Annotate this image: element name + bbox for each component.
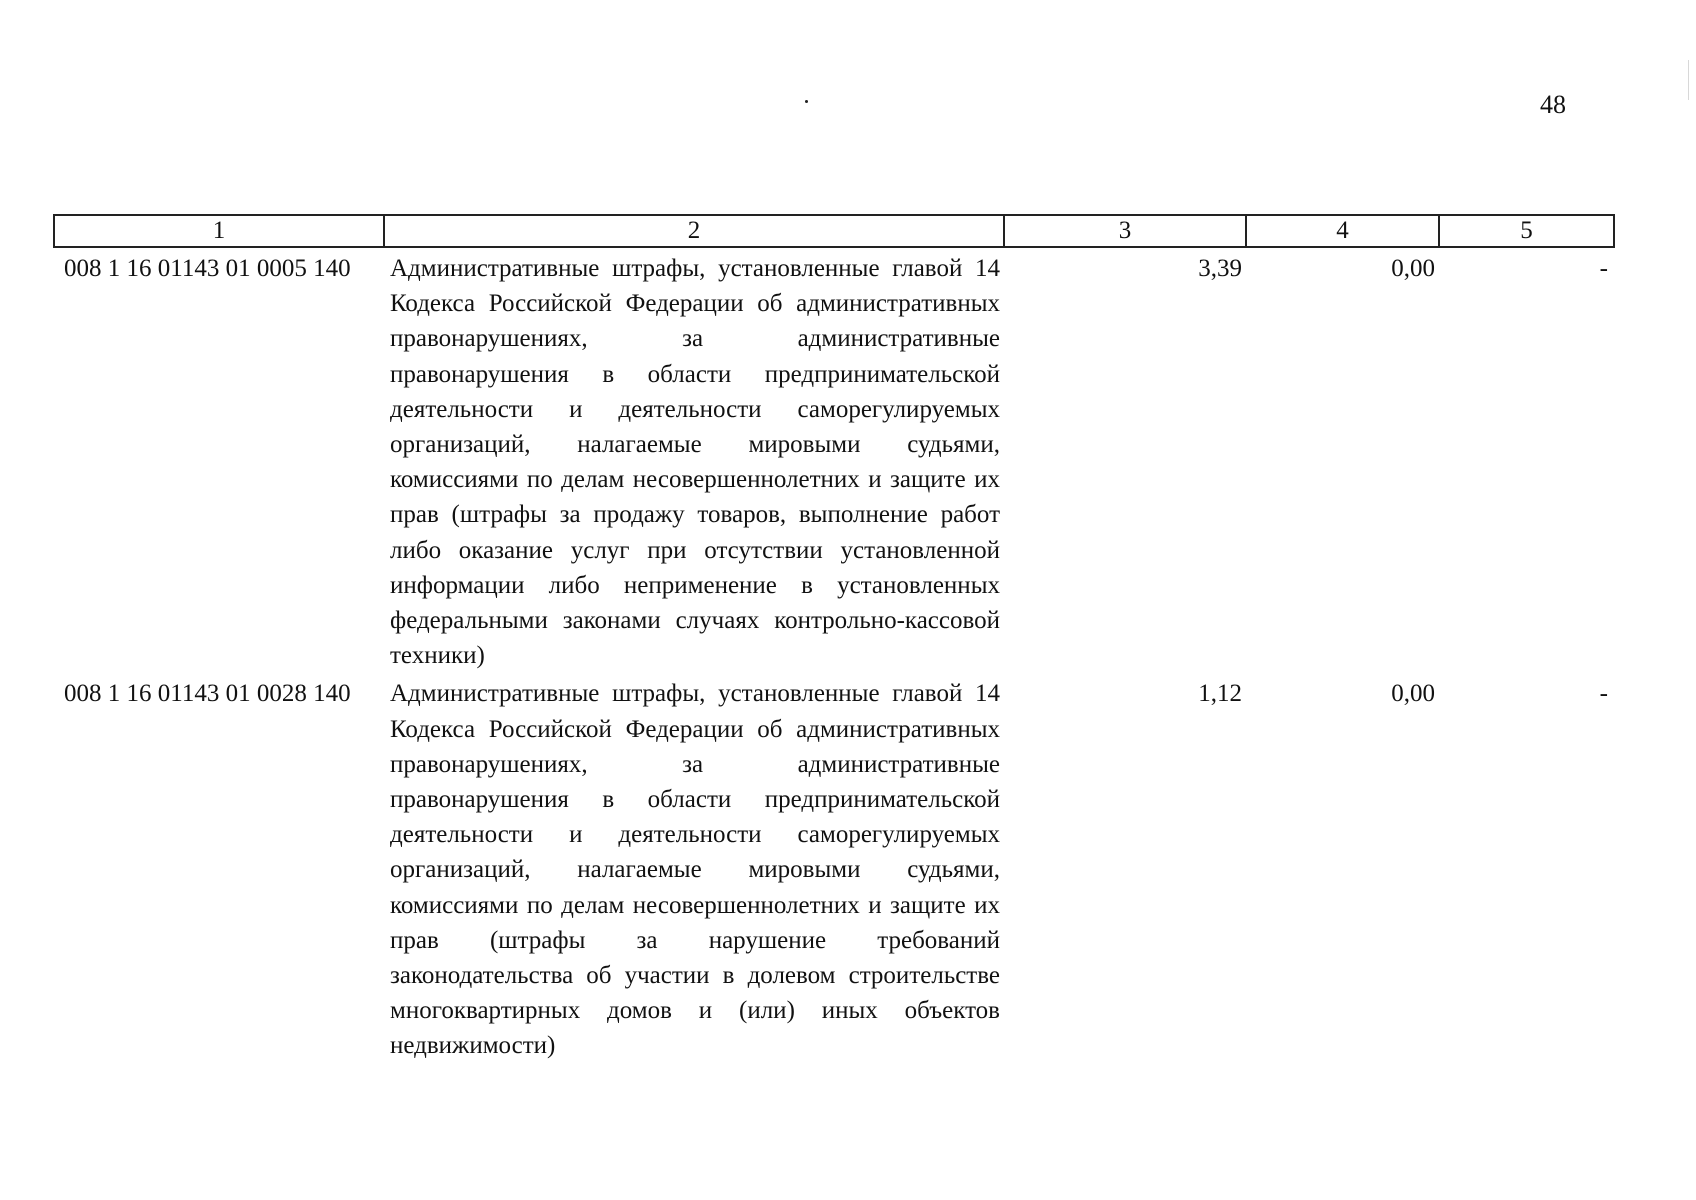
header-col-4: 4: [1246, 215, 1439, 247]
row-col-4-value: 0,00: [1391, 255, 1435, 282]
scan-artifact-dot: [805, 100, 808, 103]
header-col-2: 2: [384, 215, 1004, 247]
header-col-5: 5: [1439, 215, 1614, 247]
table-body: [54, 247, 1614, 1064]
budget-table: [53, 214, 1615, 1064]
row-description: Административные штрафы, установленные главой 14 Кодекса Российской Федерации об административных правонарушениях, за административные правонарушения в области предпринимательской деятельности и деятельности саморегулируемых организаций, налагаемые мировыми судьями, комиссиями по делам несовершеннолетних и защите их прав (штрафы за нарушение требований законодательства об участии в долевом строительстве многоквартирных домов и (или) иных объектов недвижимости): [390, 680, 1000, 1060]
row-col-5-value: -: [1599, 680, 1608, 708]
row-col-3-value: 1,12: [1198, 680, 1242, 708]
row-description: Административные штрафы, установленные главой 14 Кодекса Российской Федерации об административных правонарушениях, за административные правонарушения в области предпринимательской деятельности и деятельности саморегулируемых организаций, налагаемые мировыми судьями, комиссиями по делам несовершеннолетних и защите их прав (штрафы за продажу товаров, выполнение работ либо оказание услуг при отсутствии установленной информации либо неприменение в установленных федеральными законами случаях контрольно-кассовой техники): [390, 255, 1000, 670]
row-code: 008 1 16 01143 01 0028 140: [64, 680, 351, 708]
header-col-1: 1: [54, 215, 384, 247]
table-header: [54, 215, 1614, 247]
table-row: [54, 247, 1614, 673]
row-code: 008 1 16 01143 01 0005 140: [64, 255, 351, 282]
scan-edge-mark: [1688, 60, 1689, 100]
header-col-3: 3: [1004, 215, 1246, 247]
row-col-4-value: 0,00: [1391, 680, 1435, 708]
row-col-3-value: 3,39: [1198, 255, 1242, 282]
header-row: [54, 215, 1614, 247]
page-number: 48: [1540, 90, 1566, 119]
row-col-5-value: -: [1599, 255, 1608, 282]
table-row: [54, 673, 1614, 1063]
